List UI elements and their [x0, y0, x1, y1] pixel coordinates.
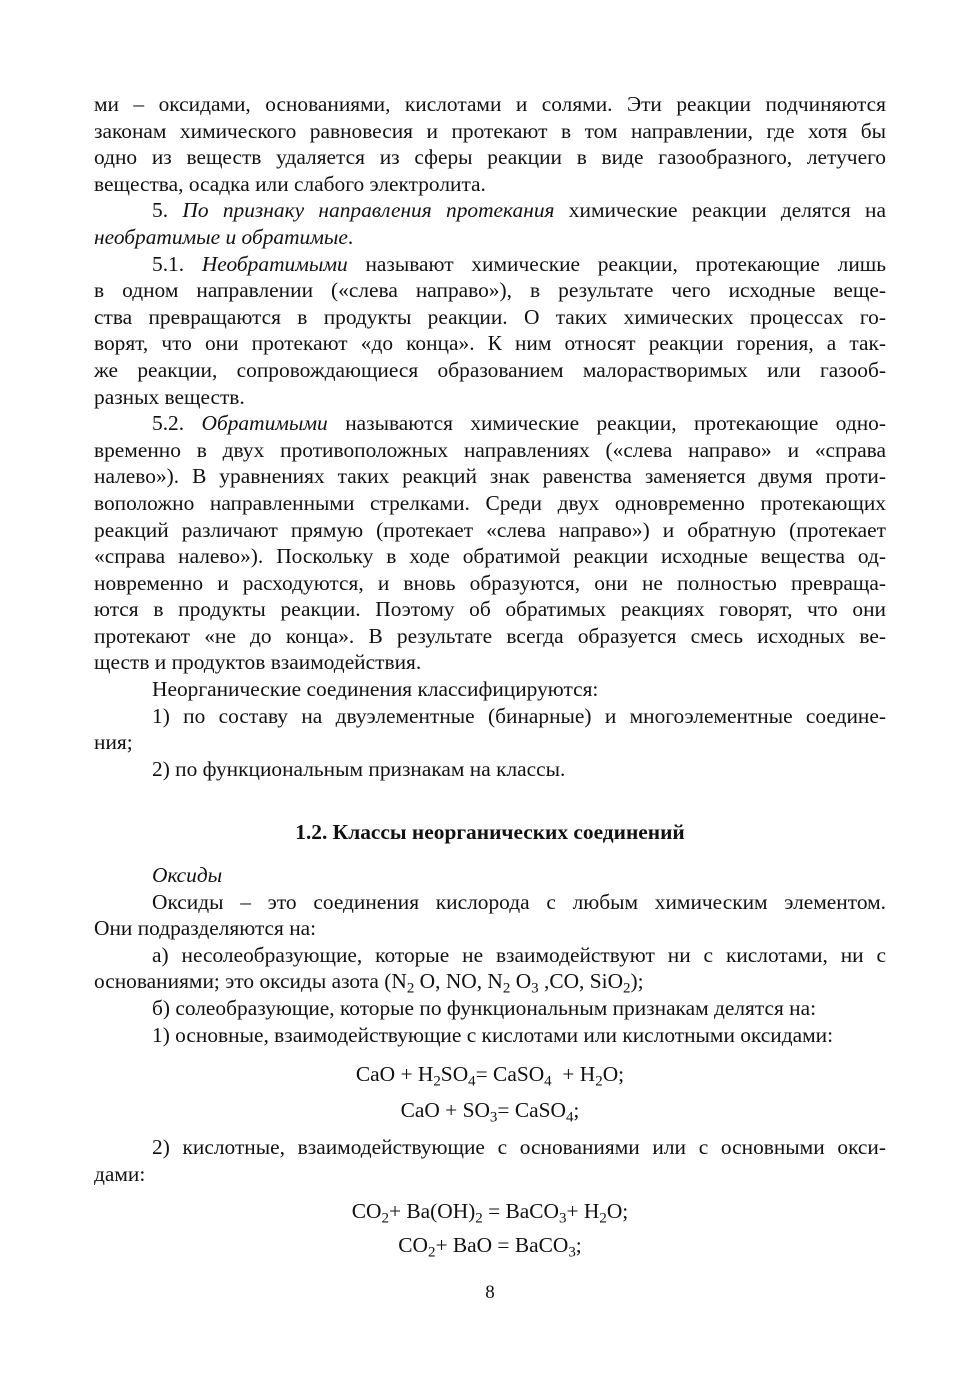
text-line	[94, 197, 886, 224]
section-heading: 1.2. Классы неорганических соединений	[295, 820, 685, 844]
text-line: Оксиды – это соединения кислорода с любым химическим элементом.	[152, 889, 886, 914]
text-fragment: называют химические реакции, протекающие лишь	[365, 251, 886, 276]
equation: CaO + $H_2SO_4=$ CaSO$_4$ + $H_2O$;	[355, 1062, 625, 1090]
text-line: в одном направлении («слева направо»), в результате чего исходные веще-	[94, 278, 886, 303]
text-line	[94, 410, 886, 437]
paragraph-5	[94, 197, 886, 250]
text-fragment: химические реакции делятся на	[568, 198, 886, 223]
text-line: разных веществ.	[94, 384, 245, 409]
italic-term: Обратимыми	[201, 411, 328, 436]
text-line: ворят, что они протекают «до конца». К ним относят реакции горения, а так-	[94, 331, 886, 356]
text-line: ния;	[94, 730, 133, 755]
text-line: протекают «не до конца». В результате всегда образуется смесь исходных ве-	[94, 623, 886, 648]
text-fragment: .	[347, 224, 354, 249]
classification-list	[94, 676, 886, 782]
text-line: воположно направленными стрелками. Среди двух одновременно протекающих	[94, 490, 886, 515]
item-number: 5.1.	[152, 251, 185, 276]
text-line	[94, 224, 886, 251]
text-line: вещества, осадка или слабого электролита.	[94, 171, 486, 196]
list-item: 2) по функциональным признакам на классы.	[152, 756, 566, 781]
text-line: 1) основные, взаимодействующие с кислотами или кислотными оксидами:	[152, 1022, 834, 1047]
acidic-oxides	[94, 1134, 886, 1187]
text-line: ются в продукты реакции. Поэтому об обратимых реакциях говорят, что они	[94, 597, 886, 622]
equation: CaO + $SO_3=$ CaSO$_4$;	[400, 1098, 580, 1126]
paragraph-5-2	[94, 410, 886, 676]
oxides-section	[94, 862, 886, 1048]
text-line: Они подразделяются на:	[94, 916, 317, 941]
text-line: налево»). В уравнениях таких реакций знак равенства заменяется двумя проти-	[94, 464, 886, 489]
italic-term: необратимые и обратимые	[94, 224, 348, 249]
item-number: 5.2.	[152, 411, 185, 436]
subsection-heading: Оксиды	[152, 863, 223, 887]
text-line: дами:	[94, 1161, 146, 1186]
text-line: реакций различают прямую (протекает «слева направо») и обратную (протекает	[94, 517, 886, 542]
text-line: ства превращаются в продукты реакции. О таких химических процессах го-	[94, 304, 886, 329]
list-item: 1) по составу на двуэлементные (бинарные) и многоэлементные соедине-	[152, 703, 886, 728]
equation: $CO_2+ Ba(OH)_2$ = BaCO$_3$+ $H_2O$;	[351, 1199, 629, 1227]
text-line: «справа налево»). Поскольку в ходе обратимой реакции исходные вещества од-	[94, 544, 886, 569]
text-line: основаниями; это оксиды азота ($N_2$ O, NO, $N_2$ $O_3$ ,CO, SiO$_2$);	[94, 969, 644, 997]
text-fragment: называются химические реакции, протекающие одно-	[345, 411, 886, 436]
text-line: ми – оксидами, основаниями, кислотами и солями. Эти реакции подчиняются	[94, 92, 886, 116]
text-line	[94, 251, 886, 278]
text-line: же реакции, сопровождающиеся образованием малорастворимых или газооб-	[94, 357, 886, 382]
text-line: 2) кислотные, взаимодействующие с основаниями или с основными окси-	[152, 1135, 886, 1159]
italic-term: По признаку направления протекания	[182, 198, 555, 223]
page-number: 8	[485, 1282, 495, 1303]
paragraph-5-1	[94, 251, 886, 411]
paragraph-continuation	[94, 91, 886, 197]
text-line: временно в двух противоположных направлениях («слева направо» и «справа	[94, 437, 886, 462]
item-number: 5.	[152, 198, 169, 223]
text-line: ществ и продуктов взаимодействия.	[94, 650, 422, 675]
italic-term: Необратимыми	[201, 251, 348, 276]
text-line: одно из веществ удаляется из сферы реакции в виде газообразного, летучего	[94, 145, 886, 170]
text-line: а) несолеобразующие, которые не взаимодействуют ни с кислотами, ни с	[152, 942, 886, 967]
text-line: новременно и расходуются, и вновь образуются, они не полностью превраща-	[94, 570, 886, 595]
text-fragment: основаниями; это оксиды азота (	[94, 969, 392, 994]
text-line: законам химического равновесия и протекают в том направлении, где хотя бы	[94, 118, 886, 143]
page-body	[94, 91, 886, 1261]
text-line: Неорганические соединения классифицируются:	[152, 677, 599, 702]
text-line: б) солеобразующие, которые по функциональным признакам делятся на:	[152, 995, 817, 1020]
equation: $CO_2+$ BaO = BaCO$_3$;	[398, 1233, 582, 1261]
